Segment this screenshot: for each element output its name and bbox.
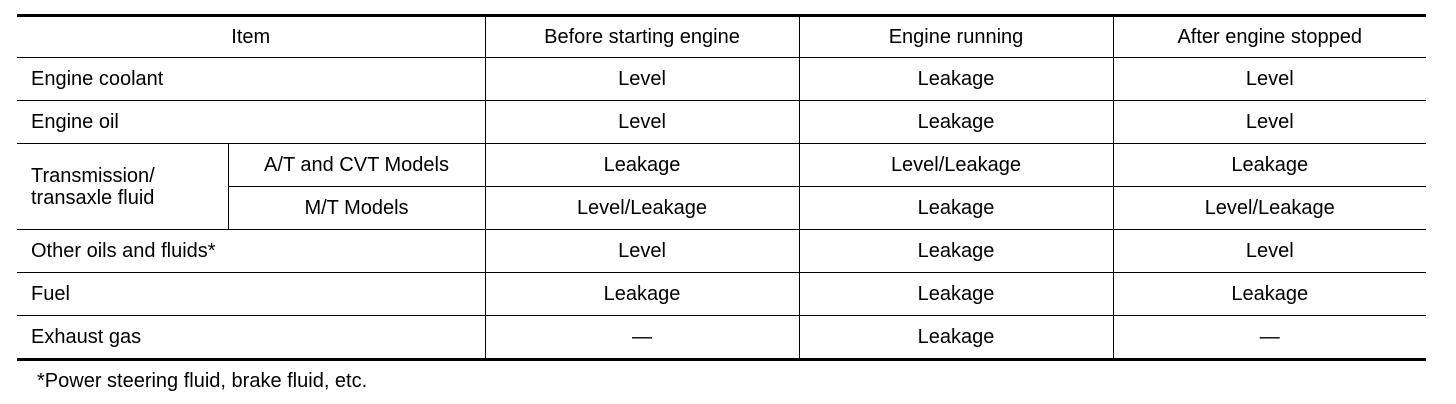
table-row <box>17 144 1426 187</box>
footnote: *Power steering fluid, brake fluid, etc. <box>37 370 368 392</box>
cell-after: Level <box>1113 101 1426 144</box>
cell-after: Leakage <box>1113 144 1426 187</box>
row-item-label: Engine coolant <box>17 58 485 101</box>
row-sub-item-label: A/T and CVT Models <box>228 144 485 187</box>
table-row <box>17 187 1426 230</box>
cell-before: Leakage <box>485 144 799 187</box>
row-sub-item-label: M/T Models <box>228 187 485 230</box>
header-engine-running: Engine running <box>799 16 1113 58</box>
transmission-label-line2: transaxle fluid <box>31 186 155 209</box>
cell-after: Leakage <box>1113 273 1426 316</box>
cell-after: — <box>1113 316 1426 360</box>
header-item: Item <box>17 16 485 58</box>
cell-running: Leakage <box>799 187 1113 230</box>
cell-before: Level <box>485 230 799 273</box>
cell-before: Level <box>485 101 799 144</box>
table-row <box>17 316 1426 360</box>
header-after-engine-stopped: After engine stopped <box>1113 16 1426 58</box>
cell-running: Leakage <box>799 273 1113 316</box>
cell-before: Level/Leakage <box>485 187 799 230</box>
cell-running: Level/Leakage <box>799 144 1113 187</box>
cell-after: Level <box>1113 230 1426 273</box>
cell-running: Leakage <box>799 58 1113 101</box>
cell-before: Leakage <box>485 273 799 316</box>
cell-after: Level <box>1113 58 1426 101</box>
inspection-table <box>17 14 1426 361</box>
row-item-label: Engine oil <box>17 101 485 144</box>
row-item-label: Fuel <box>17 273 485 316</box>
table-row <box>17 101 1426 144</box>
row-item-label: Other oils and fluids* <box>17 230 485 273</box>
cell-after: Level/Leakage <box>1113 187 1426 230</box>
cell-running: Leakage <box>799 230 1113 273</box>
table-row <box>17 230 1426 273</box>
cell-running: Leakage <box>799 101 1113 144</box>
cell-running: Leakage <box>799 316 1113 360</box>
table-row <box>17 273 1426 316</box>
row-item-label-transmission <box>17 144 228 230</box>
transmission-label-line1: Transmission/ <box>31 164 155 187</box>
table-row <box>17 58 1426 101</box>
table-header-row <box>17 16 1426 58</box>
header-before-starting-engine: Before starting engine <box>485 16 799 58</box>
cell-before: — <box>485 316 799 360</box>
cell-before: Level <box>485 58 799 101</box>
inspection-table-container <box>17 14 1426 361</box>
row-item-label: Exhaust gas <box>17 316 485 360</box>
